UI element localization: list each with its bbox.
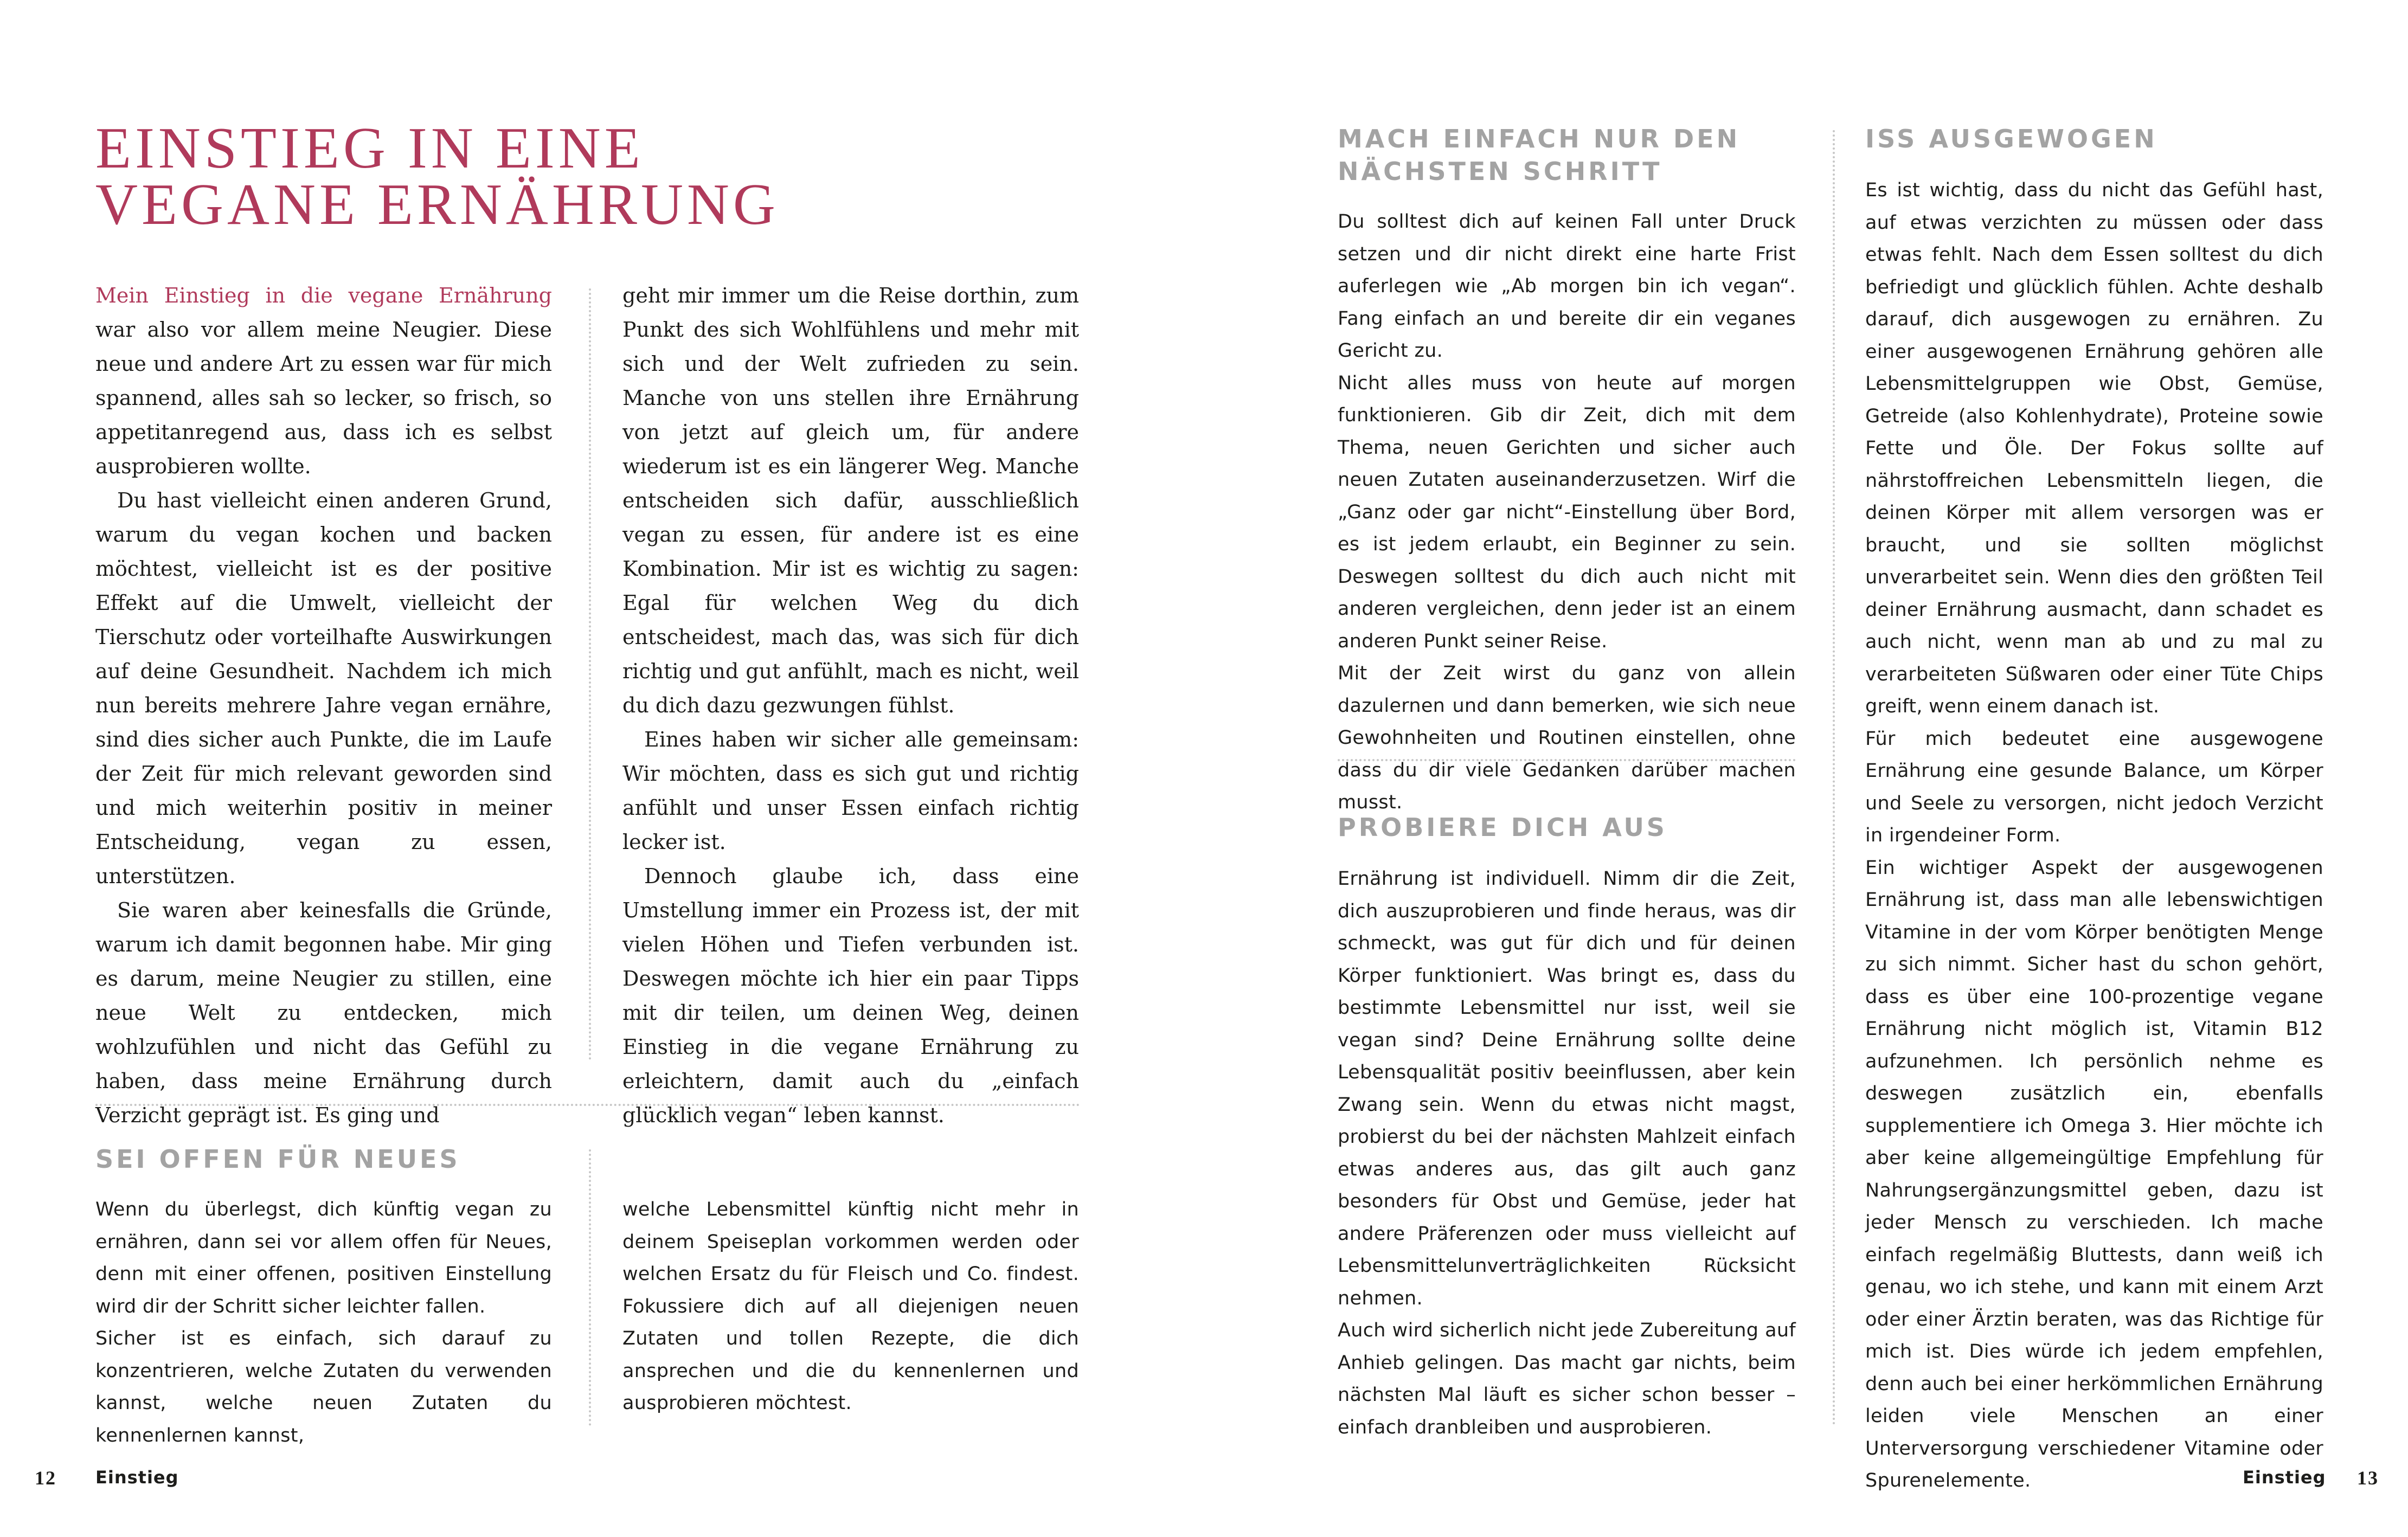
try-paragraph-2: Auch wird sicherlich nicht jede Zubereitung auf Anhieb gelingen. Das macht gar nichts, beim nächsten Mal läuft es sicher schon besser – einfach dranbleiben und ausprobieren. — [1338, 1320, 1796, 1438]
open-paragraph-3: welche Lebensmittel künftig nicht mehr in deinem Speiseplan vorkommen werden oder welchen Ersatz du für Fleisch und Co. findest. Fokussiere dich auf all diejenigen neuen Zutaten und tollen Rezepte, die dich ansprechen und die du kennenlernen und ausprobieren möchtest. — [622, 1199, 1079, 1414]
try-paragraph-1: Ernährung ist individuell. Nimm dir die Zeit, dich auszuprobieren und finde heraus, was dir schmeckt, was gut für dich und für deinen Körper funktioniert. Was bringt es, dass du bestimmte Lebensmittel nur isst, weil sie vegan sind? Deine Ernährung sollte deine Lebensqualität positiv beeinflussen, aber kein Zwang sein. Wenn du etwas nicht magst, probierst du bei der nächsten Mahlzeit einfach etwas anderes aus, das gilt auch ganz besonders für Obst und Gemüse, jeder hat andere Präferenzen oder muss vielleicht auf Lebensmittelunverträglichkeiten Rücksicht nehmen. — [1338, 868, 1796, 1309]
page-number: 12 — [35, 1467, 56, 1489]
intro-paragraph-1: war also vor allem meine Neugier. Diese neue und andere Art zu essen war für mich spannend, alles sah so lecker, so frisch, so appetitanregend aus, dass ich es selbst ausprobieren wollte. — [95, 318, 552, 478]
column-divider — [1833, 130, 1835, 1426]
open-column-2 — [622, 1194, 1079, 1420]
title-line-1: EINSTIEG IN EINE — [95, 116, 644, 181]
intro-paragraph-5: Eines haben wir sicher alle gemeinsam: Wir möchten, dass es sich gut und richtig anfühlt und unser Essen einfach richtig lecker ist. — [622, 728, 1079, 854]
open-column-1 — [95, 1194, 552, 1452]
section-heading-try: PROBIERE DICH AUS — [1338, 813, 1667, 842]
open-paragraph-1: Wenn du überlegst, dich künftig vegan zu ernähren, dann sei vor allem offen für Neues, denn mit einer offenen, positiven Einstellung wird dir der Schritt sicher leichter fallen. — [95, 1199, 552, 1317]
running-head: Einstieg — [2243, 1467, 2326, 1488]
try-column — [1338, 863, 1796, 1444]
balance-column — [1865, 175, 2323, 1497]
section-heading-step — [1338, 123, 1740, 188]
page-number: 13 — [2357, 1467, 2379, 1489]
open-paragraph-2: Sicher ist es einfach, sich darauf zu konzentrieren, welche Zutaten du verwenden kannst, welche neuen Zutaten du kennenlernen kannst, — [95, 1328, 552, 1446]
step-paragraph-3: Mit der Zeit wirst du ganz von allein dazulernen und dann bemerken, wie sich neue Gewohnheiten und Routinen einstellen, ohne dass du dir viele Gedanken darüber machen musst. — [1338, 663, 1796, 813]
intro-paragraph-2: Du hast vielleicht einen anderen Grund, warum du vegan kochen und backen möchtest, vielleicht ist es der positive Effekt auf die Umwelt, vielleicht der Tierschutz oder vorteilhafte Auswirkungen auf deine Gesundheit. Nachdem ich mich nun bereits mehrere Jahre vegan ernähre, sind dies sicher auch Punkte, die im Laufe der Zeit für mich relevant geworden sind und mich weiterhin positiv in meiner Entscheidung, vegan zu essen, unterstützen. — [95, 488, 552, 888]
balance-paragraph-2: Für mich bedeutet eine ausgewogene Ernährung eine gesunde Balance, um Körper und Seele zu versorgen, nicht jedoch Verzicht in irgendeiner Form. — [1865, 728, 2323, 846]
intro-column-2 — [622, 279, 1079, 1133]
heading-step-line-1: MACH EINFACH NUR DEN — [1338, 124, 1741, 153]
section-heading-open: SEI OFFEN FÜR NEUES — [95, 1144, 460, 1174]
balance-paragraph-3: Ein wichtiger Aspekt der ausgewogenen Ernährung ist, dass man alle lebenswichtigen Vitamine in der vom Körper benötigten Menge zu sich nimmt. Sicher hast du schon gehört, dass es über eine 100-prozentige vegane Ernährung nicht möglich ist, Vitamin B12 aufzunehmen. Ich persönlich nehme es deswegen zusätzlich ein, ebenfalls supplementiere ich Omega 3. Hier möchte ich aber keine allgemeingültige Empfehlung für Nahrungsergänzungsmittel geben, dazu ist jeder Mensch zu verschieden. Ich mache einfach regelmäßig Bluttests, dann weiß ich genau, wo ich stehe, und kann mit einem Arzt oder einer Ärztin beraten, was das Richtige für mich ist. Dies würde ich jedem empfehlen, denn auch bei einer herkömmlichen Ernährung leiden viele Menschen an einer Unterversorgung verschiedener Vitamine oder Spurenelemente. — [1865, 857, 2323, 1491]
intro-paragraph-3: Sie waren aber keinesfalls die Gründe, warum ich damit begonnen habe. Mir ging es darum, meine Neugier zu stillen, eine neue Welt zu entdecken, mich wohlzufühlen und nicht das Gefühl zu haben, dass meine Ernährung durch Verzicht geprägt ist. Es ging und — [95, 898, 552, 1127]
title-line-2: VEGANE ERNÄHRUNG — [95, 172, 779, 237]
page-title — [95, 116, 1126, 237]
step-column — [1338, 206, 1796, 819]
column-divider — [589, 288, 591, 1060]
right-page — [1204, 0, 2408, 1537]
section-heading-balance: ISS AUSGEWOGEN — [1865, 124, 2157, 153]
column-divider — [589, 1149, 591, 1426]
section-divider — [95, 1104, 1080, 1106]
step-paragraph-1: Du solltest dich auf keinen Fall unter Druck setzen und dir nicht direkt eine harte Frist auferlegen wie „Ab morgen bin ich vegan“. Fang einfach an und bereite dir ein veganes Gericht zu. — [1338, 211, 1796, 362]
intro-paragraph-4: geht mir immer um die Reise dorthin, zum Punkt des sich Wohlfühlens und mehr mit sich und der Welt zufrieden zu sein. Manche von uns stellen ihre Ernährung von jetzt auf gleich um, für andere wiederum ist es ein längerer Weg. Manche entscheiden sich dafür, ausschließlich vegan zu essen, für andere ist es eine Kombination. Mir ist es wichtig zu sagen: Egal für welchen Weg du dich entscheidest, mach das, was sich für dich richtig und gut anfühlt, mach es nicht, weil du dich dazu gezwungen fühlst. — [622, 284, 1079, 717]
running-head: Einstieg — [95, 1467, 179, 1488]
section-divider — [1338, 759, 1796, 761]
intro-column-1 — [95, 279, 552, 1133]
step-paragraph-2: Nicht alles muss von heute auf morgen funktionieren. Gib dir Zeit, dich mit dem Thema, neuen Gerichten und sicher auch neuen Zutaten auseinanderzusetzen. Wirf die „Ganz oder gar nicht“-Einstellung über Bord, es ist jedem erlaubt, ein Beginner zu sein. Deswegen solltest du dich auch nicht mit anderen vergleichen, denn jeder ist an einem anderen Punkt seiner Reise. — [1338, 372, 1796, 652]
intro-paragraph-6: Dennoch glaube ich, dass eine Umstellung immer ein Prozess ist, der mit vielen Höhen und Tiefen verbunden ist. Deswegen möchte ich hier ein paar Tipps mit dir teilen, um deinen Weg, deinen Einstieg in die vegane Ernährung zu erleichtern, damit auch du „einfach glücklich vegan“ leben kannst. — [622, 864, 1079, 1127]
heading-step-line-2: NÄCHSTEN SCHRITT — [1338, 157, 1662, 186]
balance-paragraph-1: Es ist wichtig, dass du nicht das Gefühl hast, auf etwas verzichten zu müssen oder dass etwas fehlt. Nach dem Essen solltest du dich befriedigt und glücklich fühlen. Achte deshalb darauf, dich ausgewogen zu ernähren. Zu einer ausgewogenen Ernährung gehören alle Lebensmittelgruppen wie Obst, Gemüse, Getreide (also Kohlenhydrate), Proteine sowie Fette und Öle. Der Fokus sollte auf nährstoffreichen Lebensmitteln liegen, die deinen Körper mit allem versorgen was er braucht, und sie sollten möglichst unverarbeitet sein. Wenn dies den größten Teil deiner Ernährung ausmacht, dann schadet es auch nicht, wenn man ab und zu mal zu verarbeiteten Süßwaren oder einer Tüte Chips greift, wenn einem danach ist. — [1865, 179, 2323, 717]
lead-in: Mein Einstieg in die vegane Ernährung — [95, 284, 552, 307]
